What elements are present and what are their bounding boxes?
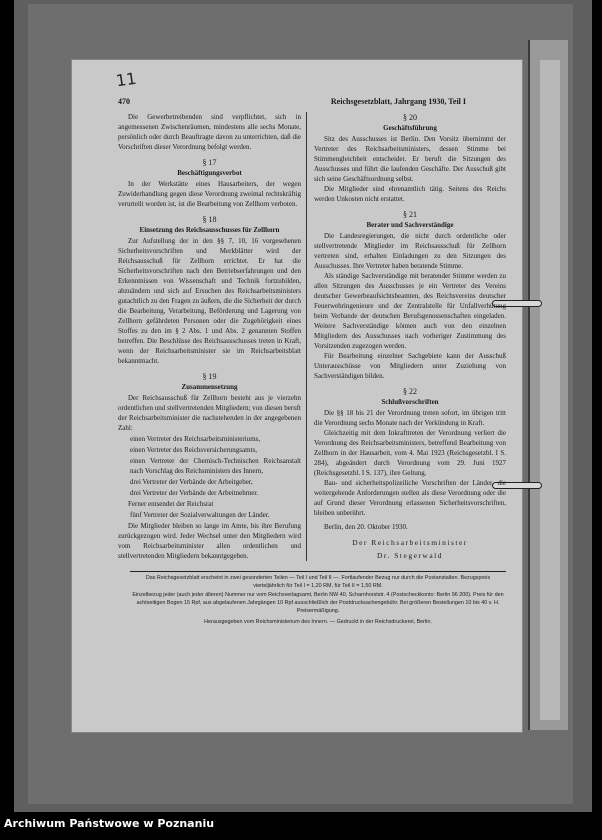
left-column <box>118 112 306 561</box>
date-line: Berlin, den 20. Oktober 1930. <box>324 523 408 531</box>
paragraph: Die Landesregierungen, die nicht durch ordentliche oder stellvertretende Mitglieder im Reichsausschuß für Zellhorn vertreten sind, erhalten Einladungen zu den Sitzungen des Ausschusses. Ihre Vertreter haben beratende Stimme. <box>314 232 506 270</box>
section-number: § 19 <box>202 372 217 381</box>
section-heading: Schlußvorschriften <box>381 398 439 406</box>
paragraph: Sitz des Ausschusses ist Berlin. Den Vorsitz übernimmt der Vertreter des Reichsarbeitsministers, dessen Stimme bei Stimmengleichheit entscheidet. Er beruft die Sitzungen des Ausschusses und führt die laufenden Geschäfte. Der Ausschuß gibt sich seine Geschäftsordnung selbst. <box>314 135 506 183</box>
section-number: § 22 <box>403 387 417 396</box>
text-columns <box>118 112 506 561</box>
section-heading: Einsetzung des Reichsausschusses für Zellhorn <box>139 226 280 234</box>
handwritten-note: 11 <box>114 68 138 91</box>
footer-line: Einzelbezug jeder (auch jeder älteren) Nummer nur vom Reichsverlagsamt, Berlin NW 40, Scharnhorststr. 4 (Postscheckkonto: Berlin 96 200). Preis für den achtseitigen Bogen 15 Rpf, aus abgelaufenen Jahrgängen 10 Rpf ausschließlich der Postdrucksachengebühr. Bei größeren Bestellungen 10 bis 40 v. H. Preisermäßigung. <box>132 592 504 614</box>
intro-paragraph: Die Gewerbetreibenden sind verpflichtet, sich in angemessenen Zwischenräumen, mindestens alle sechs Monate, persönlich oder durch Beauftragte davon zu unterrichten, daß die Vorschriften dieser Verordnung befolgt werden. <box>118 113 301 151</box>
list-item: einen Vertreter des Reichsversicherungsamts, <box>130 446 257 454</box>
footer-line: Herausgegeben vom Reichsministerium des Innern. — Gedruckt in der Reichsdruckerei, Berlin. <box>204 619 432 625</box>
binding-strip-inner <box>540 60 560 720</box>
paragraph: Bau- und sicherheitspolizeiliche Vorschriften der Länder, die weitergehende Anforderungen stellen als diese Verordnung oder die auf Grund dieser Verordnung erlassenen Sicherheitsvorschriften, bleiben unberührt. <box>314 479 506 517</box>
page-title: Reichsgesetzblatt, Jahrgang 1930, Teil I <box>330 97 466 106</box>
section-number: § 17 <box>202 158 217 167</box>
signature-title: Der Reichsarbeitsminister <box>352 538 468 547</box>
right-column <box>307 112 506 561</box>
section-heading: Geschäftsführung <box>383 124 437 132</box>
paragraph: Die §§ 18 bis 21 der Verordnung treten sofort, im übrigen tritt die Verordnung sechs Monate nach der Verkündung in Kraft. <box>314 409 506 427</box>
paragraph: Zur Aufstellung der in den §§ 7, 10, 16 vorgesehenen Sicherheitsvorschriften und Merkblätter wird der Reichsausschuß für Zellhorn errichtet. Er hat die Sicherheitsvorschriften nach den Betriebserfahrungen und den Erkenntnissen von Wissenschaft und Technik fortzubilden, abzuändern und sich auf Ersuchen des Reichsarbeitsministers gutachtlich zu den Fragen zu äußern, die die Sicherheit der durch die Bearbeitung, Verarbeitung, Beförderung und Lagerung von Zellhorn gefährdeten Personen oder die Zugehörigkeit eines Stoffes zu den im § 2 Abs. 1 und Abs. 2 genannten Stoffen betreffen. Die Beschlüsse des Reichsausschusses treten in Kraft, wenn der Reichsarbeitsminister sie im Reichsarbeitsblatt bekanntmacht. <box>118 237 301 365</box>
paragraph: In der Werkstätte eines Hausarbeiters, der wegen Zuwiderhandlung gegen diese Verordnung zweimal rechtskräftig verurteilt worden ist, ist die Bearbeitung von Zellhorn verboten. <box>118 180 301 208</box>
paragraph: Die Mitglieder sind ehrenamtlich tätig. Seitens des Reichs werden Unkosten nicht erstattet. <box>314 185 506 203</box>
section-heading: Berater und Sachverständige <box>366 221 454 229</box>
archive-watermark: Archiwum Państwowe w Poznaniu <box>4 817 215 830</box>
paragraph: Ferner entsendet der Reichsrat <box>128 500 214 508</box>
list-item: einen Vertreter des Reichsarbeitsministeriums, <box>130 435 261 443</box>
paragraph: Gleichzeitig mit dem Inkrafttreten der Verordnung verliert die Verordnung des Reichsarbeitsministers, betreffend Bearbeitung von Zellhorn in der Hausarbeit, vom 4. Mai 1923 (Reichsgesetzbl. I S. 284), abgeändert durch Verordnung vom 29. Juni 1927 (Reichsgesetzbl. I S. 137), ihre Geltung. <box>314 429 506 477</box>
list-item: fünf Vertreter der Sozialverwaltungen der Länder. <box>130 511 270 519</box>
section-number: § 20 <box>403 113 417 122</box>
paragraph: Der Reichsausschuß für Zellhorn besteht aus je vierzehn ordentlichen und stellvertretenden Mitgliedern; von diesen beruft der Reichsarbeitsminister die nachstehenden in der angegebenen Zahl: <box>118 394 301 432</box>
publication-footer <box>130 571 506 626</box>
list-item: drei Vertreter der Verbände der Arbeitgeber, <box>130 478 253 486</box>
paragraph: Die Mitglieder bleiben so lange im Amte, bis ihre Berufung zurückgezogen wird. Jeder Wechsel unter den Mitgliedern wird vom Reichsarbeitsminister allen ordentlichen und stellvertretenden Mitgliedern bekanntgegeben. <box>118 522 301 560</box>
section-heading: Beschäftigungsverbot <box>177 169 242 177</box>
page-header <box>118 97 506 106</box>
list-item: einen Vertreter der Chemisch-Technischen Reichsanstalt nach Vorschlag des Reichsministers des Innern, <box>130 457 301 475</box>
list-item: drei Vertreter der Verbände der Arbeitnehmer. <box>130 489 259 497</box>
paragraph: Für Bearbeitung einzelner Sachgebiete kann der Ausschuß Unterausschüsse von Mitgliedern unter Zuziehung von Sachverständigen bilden. <box>314 352 506 380</box>
section-heading: Zusammensetzung <box>181 383 238 391</box>
signature-name: Dr. Stegerwald <box>377 551 443 560</box>
section-number: § 18 <box>202 215 217 224</box>
footer-line: Das Reichsgesetzblatt erscheint in zwei gesonderten Teilen — Teil I und Teil II —. Fortlaufender Bezug nur durch die Postanstalten. Bezugspreis vierteljährlich für Teil I = 1,20 RM, für Teil II = 1,50 RM. <box>145 575 491 589</box>
paragraph: Als ständige Sachverständige mit beratender Stimme werden zu allen Sitzungen des Ausschusses je ein Vertreter des Vereins deutscher Gewerbeaufsichtsbeamten, des Reichsvereins deutscher Feuerwehringenieure und der Zentralstelle für Unfallverhütung beim Verbande der deutschen Berufsgenossenschaften eingeladen. Weitere Sachverständige können auch von den einzelnen Mitgliedern des Ausschusses nach vorheriger Zustimmung des Vorsitzenden zugezogen werden. <box>314 272 506 350</box>
page-number: 470 <box>118 97 130 106</box>
page-content <box>118 97 506 627</box>
section-number: § 21 <box>403 210 417 219</box>
